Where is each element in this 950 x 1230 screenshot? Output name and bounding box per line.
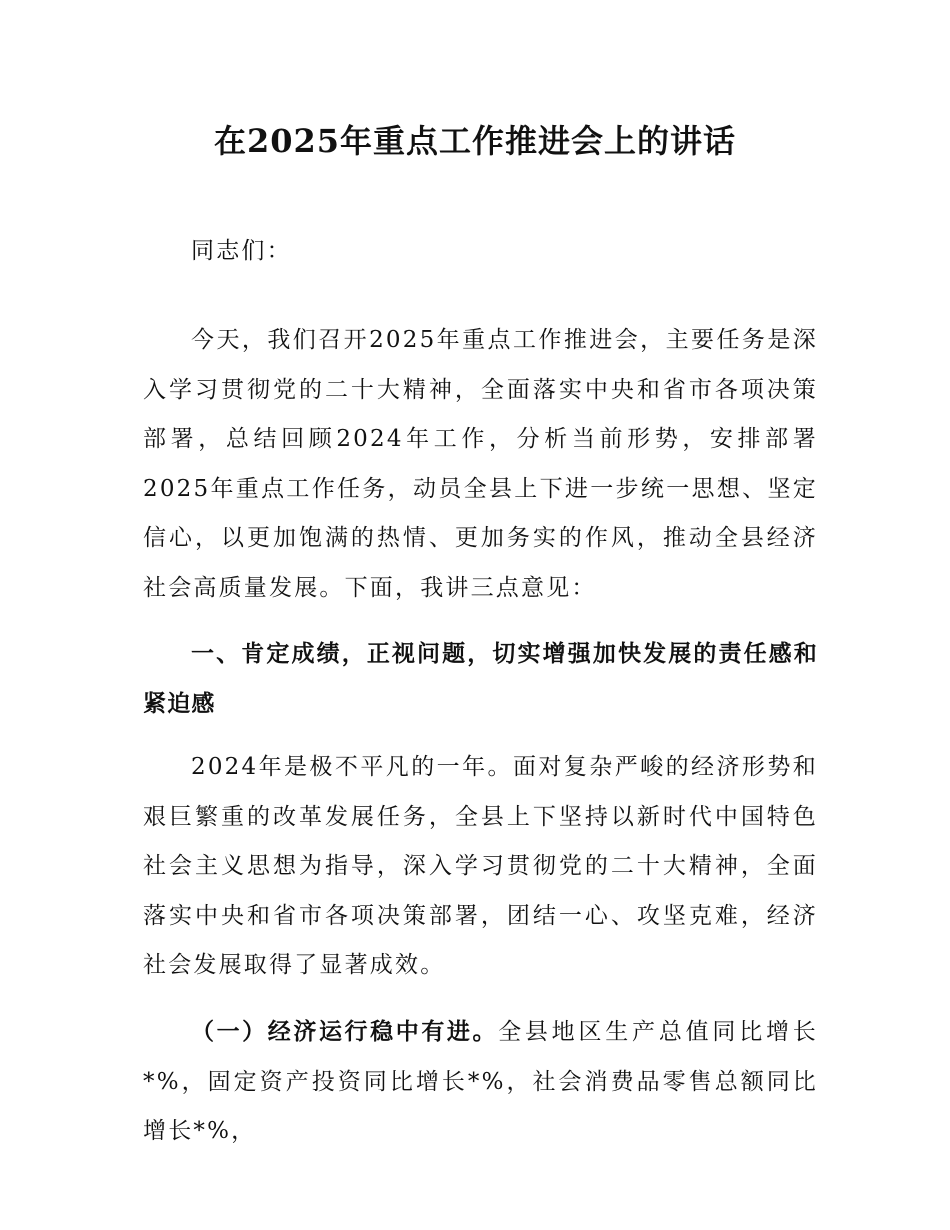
subsection-1-text: 全县地区生产总值同比增长*%，固定资产投资同比增长*%，社会消费品零售总额同比增长*%， [143,1019,818,1144]
subsection-1-lead: （一）经济运行稳中有进。 [191,1019,499,1045]
document-title: 在2025年重点工作推进会上的讲话 [213,122,737,160]
salutation: 同志们： [191,238,292,264]
subsection-1-paragraph [143,1008,818,1157]
intro-paragraph: 今天，我们召开2025年重点工作推进会，主要任务是深入学习贯彻党的二十大精神，全面落实中央和省市各项决策部署，总结回顾2024年工作，分析当前形势，安排部署2025年重点工作任务，动员全县上下进一步统一思想、坚定信心，以更加饱满的热情、更加务实的作风，推动全县经济社会高质量发展。下面，我讲三点意见： [143,327,818,601]
section-1-paragraph: 2024年是极不平凡的一年。面对复杂严峻的经济形势和艰巨繁重的改革发展任务，全县上下坚持以新时代中国特色社会主义思想为指导，深入学习贯彻党的二十大精神，全面落实中央和省市各项决策部署，团结一心、攻坚克难，经济社会发展取得了显著成效。 [143,754,818,978]
section-heading-1: 一、肯定成绩，正视问题，切实增强加快发展的责任感和紧迫感 [143,641,818,717]
